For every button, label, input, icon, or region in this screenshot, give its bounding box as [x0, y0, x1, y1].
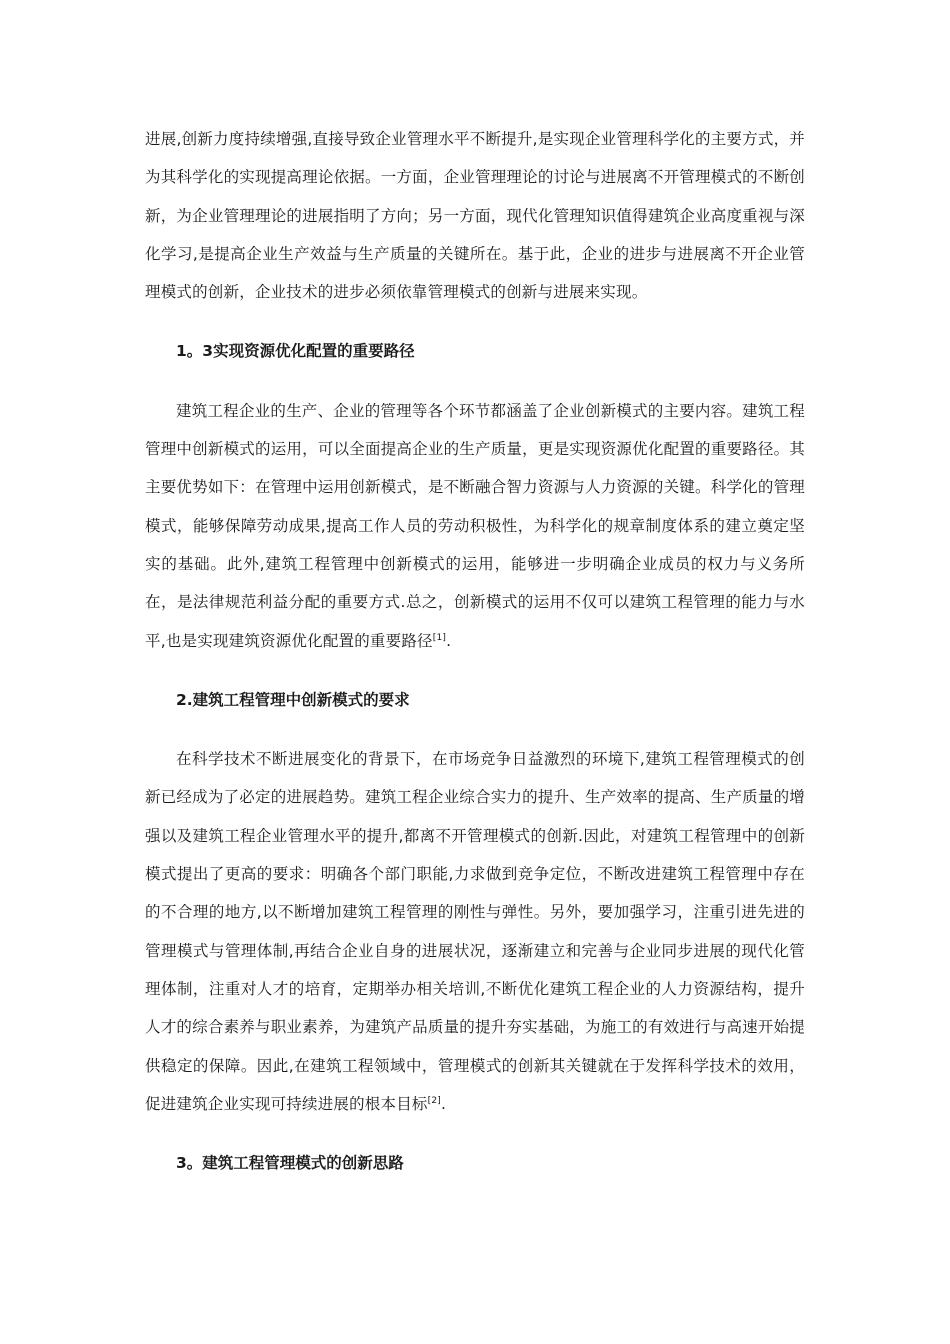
paragraph-innovation-requirements	[145, 740, 805, 1123]
paragraph-intro-text: 进展,创新力度持续增强,直接导致企业管理水平不断提升,是实现企业管理科学化的主要方式，并为其科学化的实现提高理论依据。一方面，企业管理理论的讨论与进展离不开管理模式的不断创新，为企业管理理论的进展指明了方向；另一方面，现代化管理知识值得建筑企业高度重视与深化学习,是提高企业生产效益与生产质量的关键所在。基于此，企业的进步与进展离不开企业管理模式的创新，企业技术的进步必须依靠管理模式的创新与进展来实现。	[145, 130, 805, 302]
paragraph-resource-end: .	[446, 631, 452, 650]
paragraph-resource-optimization	[145, 392, 805, 660]
citation-ref-2[interactable]: [2]	[427, 1095, 441, 1106]
paragraph-intro-continuation	[145, 120, 805, 311]
document-body	[145, 120, 805, 1182]
section-heading-2: 2.建筑工程管理中创新模式的要求	[176, 690, 410, 709]
section-heading-1-3: 1。3实现资源优化配置的重要路径	[176, 342, 415, 361]
section-heading-3: 3。建筑工程管理模式的创新思路	[176, 1154, 404, 1173]
paragraph-requirements-text: 在科学技术不断进展变化的背景下，在市场竞争日益激烈的环境下,建筑工程管理模式的创新已经成为了必定的进展趋势。建筑工程企业综合实力的提升、生产效率的提高、生产质量的增强以及建筑工程企业管理水平的提升,都离不开管理模式的创新.因此，对建筑工程管理中的创新模式提出了更高的要求：明确各个部门职能,力求做到竞争定位，不断改进建筑工程管理中存在的不合理的地方,以不断增加建筑工程管理的刚性与弹性。另外，要加强学习，注重引进先进的管理模式与管理体制,再结合企业自身的进展状况，逐渐建立和完善与企业同步进展的现代化管理体制，注重对人才的培育，定期举办相关培训,不断优化建筑工程企业的人力资源结构，提升人才的综合素养与职业素养，为建筑产品质量的提升夯实基础，为施工的有效进行与高速开始提供稳定的保障。因此,在建筑工程领域中，管理模式的创新其关键就在于发挥科学技术的效用，促进建筑企业实现可持续进展的根本目标	[145, 750, 805, 1113]
citation-ref-1[interactable]: [1]	[432, 632, 447, 643]
paragraph-resource-text: 建筑工程企业的生产、企业的管理等各个环节都涵盖了企业创新模式的主要内容。建筑工程管理中创新模式的运用，可以全面提高企业的生产质量，更是实现资源优化配置的重要路径。其主要优势如下：在管理中运用创新模式，是不断融合智力资源与人力资源的关键。科学化的管理模式，能够保障劳动成果,提高工作人员的劳动积极性，为科学化的规章制度体系的建立奠定坚实的基础。此外,建筑工程管理中创新模式的运用，能够进一步明确企业成员的权力与义务所在，是法律规范利益分配的重要方式.总之，创新模式的运用不仅可以建筑工程管理的能力与水平,也是实现建筑资源优化配置的重要路径	[145, 401, 805, 650]
paragraph-requirements-end: .	[440, 1094, 447, 1113]
